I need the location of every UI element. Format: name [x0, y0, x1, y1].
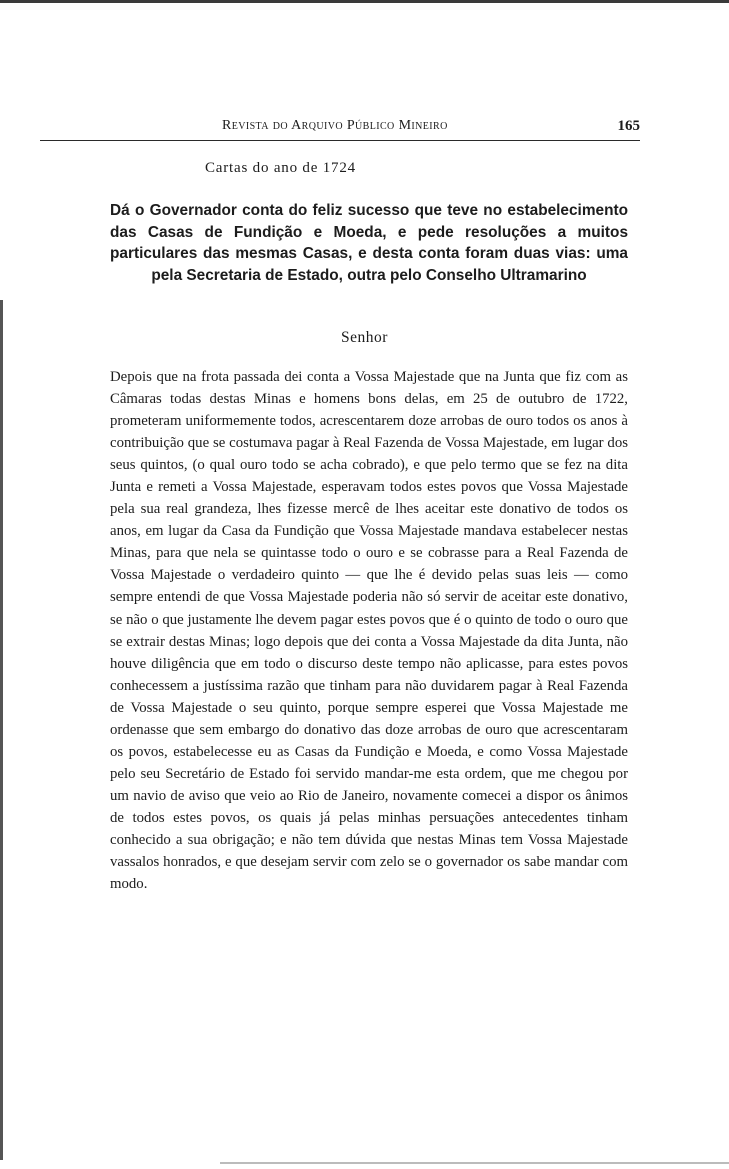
scan-edge-top — [0, 0, 729, 3]
section-heading: Cartas do ano de 1724 — [205, 160, 356, 176]
scan-edge-bottom — [220, 1162, 729, 1164]
running-header — [40, 118, 640, 141]
scan-edge-left — [0, 300, 3, 1160]
journal-title: Revista do Arquivo Público Mineiro — [222, 118, 448, 133]
letter-body: Depois que na frota passada dei conta a Vossa Majestade que na Junta que fiz com as Câmaras todas destas Minas e homens bons delas, em 25 de outubro de 1722, prometeram uniformemente todos, acrescentarem doze arrobas de ouro todos os anos à contribuição que se costumava pagar à Real Fazenda de Vossa Majestade, em lugar dos seus quintos, (o qual ouro todo se acha cobrado), e que pelo termo que se fez na dita Junta e remeti a Vossa Majestade, esperavam todos estes povos que Vossa Majestade pela sua real grandeza, lhes fizesse mercê de lhes aceitar este donativo de todos os anos, em lugar da Casa da Fundição que Vossa Majestade mandava estabelecer nestas Minas, para que nela se quintasse todo o ouro e se cobrasse para a Real Fazenda de Vossa Majestade o verdadeiro quinto — que lhe é devido pelas suas leis — como sempre entendi de que Vossa Majestade poderia não só servir de aceitar este donativo, se não o que justamente lhe devem pagar estes povos que é o quinto de todo o ouro que se extrair destas Minas; logo depois que dei conta a Vossa Majestade da dita Junta, não houve diligência que em todo o discurso deste tempo não aplicasse, para estes povos conhecessem a justíssima razão que tinham para não duvidarem pagar à Real Fazenda de Vossa Majestade o seu quinto, porque sempre esperei que Vossa Majestade me ordenasse que sem embargo do donativo das doze arrobas de ouro que acrescentaram os povos, estabelecesse eu as Casas da Fundição e Moeda, e como Vossa Majestade pelo seu Secretário de Estado foi servido mandar-me esta ordem, que me chegou por um navio de aviso que veio ao Rio de Janeiro, novamente comecei a dispor os ânimos de todos estes povos, os quais já pelas minhas persuações antecedentes tinham conhecido a sua obrigação; e não tem dúvida que nestas Minas tem Vossa Majestade vassalos honrados, e que desejam servir com zelo se o governador os sabe mandar com modo. — [110, 369, 628, 893]
letter-title: Dá o Governador conta do feliz sucesso que teve no estabelecimento das Casas de Fundição e Moeda, e pede resoluções a muitos particulares das mesmas Casas, e desta conta foram duas vias: uma pela Secretaria de Estado, outra pelo Conselho Ultramarino — [110, 202, 628, 284]
page-number: 165 — [617, 118, 640, 134]
salutation: Senhor — [341, 329, 388, 346]
